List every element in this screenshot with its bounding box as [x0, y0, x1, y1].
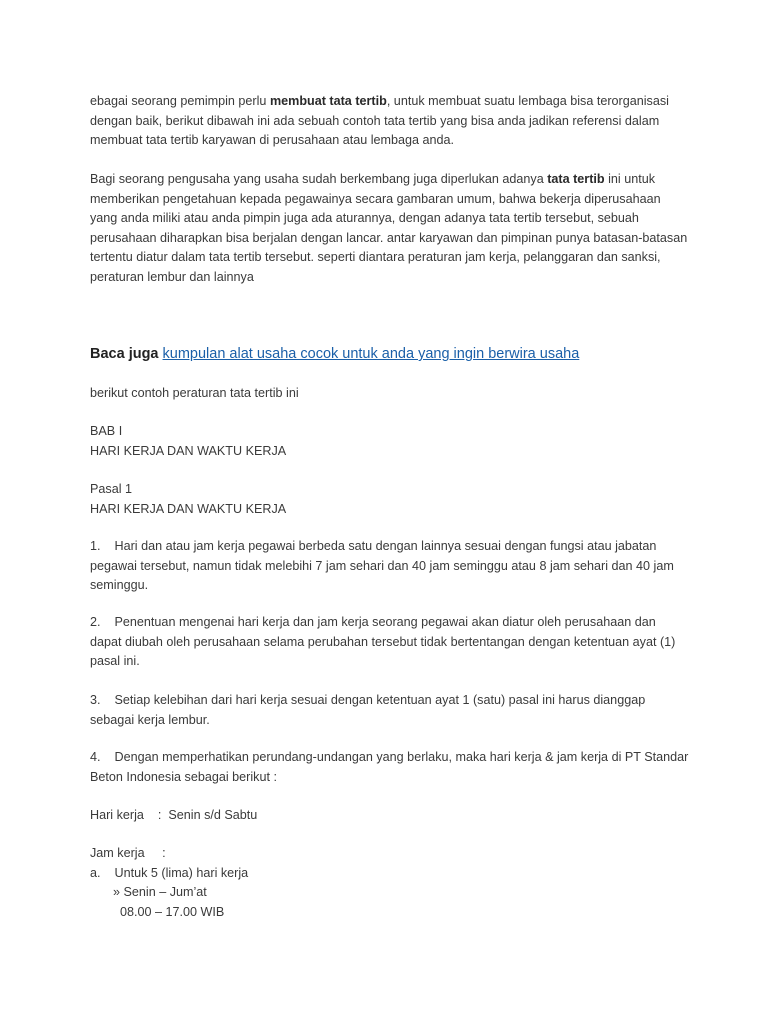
list-item [90, 748, 690, 787]
list-item [90, 691, 690, 730]
jam-kerja-label: Jam kerja : [90, 846, 166, 860]
intro-bold-text: tata tertib [547, 172, 605, 186]
intro-paragraph-1 [90, 92, 690, 151]
item-text: Penentuan mengenai hari kerja dan jam kerja seorang pegawai akan diatur oleh perusahaan dan dapat diubah oleh perusahaan selama perubahan tersebut tidak bertentangan dengan ketentuan ayat (1) pasal ini. [90, 615, 676, 668]
sub-item-a: a. Untuk 5 (lima) hari kerja [90, 865, 249, 880]
read-more [90, 344, 690, 364]
item-number: 1. [90, 539, 101, 553]
intro-text: Bagi seorang pengusaha yang usaha sudah berkembang juga diperlukan adanya [90, 172, 548, 186]
sub-item-a-hours: 08.00 – 17.00 WIB [120, 904, 225, 919]
bab-number: BAB I [90, 424, 123, 438]
pasal-number: Pasal 1 [90, 482, 133, 496]
item-text: Hari dan atau jam kerja pegawai berbeda satu dengan lainnya sesuai dengan fungsi atau jabatan pegawai tersebut, namun tidak melebihi 7 jam sehari dan 40 jam seminggu atau 8 jam sehari dan 40 jam seminggu. [90, 539, 674, 592]
hari-kerja-line: Hari kerja : Senin s/d Sabtu [90, 808, 258, 822]
intro-text: ini untuk memberikan pengetahuan kepada pegawainya secara gambaran umum, bahwa bekerja diperusahaan yang anda miliki atau anda pimpin juga ada aturannya, dengan adanya tata tertib tersebut, sebuah perusahaan diharapkan bisa berjalan dengan lancar. antar karyawan dan pimpinan punya batasan-batasan tertentu diatur dalam tata tertib tersebut. seperti diantara peraturan jam kerja, pelanggaran dan sanksi, peraturan lembur dan lainnya [90, 172, 688, 284]
sub-item-a-days: » Senin – Jum’at [113, 885, 207, 899]
read-more-label: Baca juga [90, 346, 159, 362]
pasal-heading [90, 480, 690, 519]
item-text: Dengan memperhatikan perundang-undangan yang berlaku, maka hari kerja & jam kerja di PT Standar Beton Indonesia sebagai berikut : [90, 750, 689, 784]
bab-title: HARI KERJA DAN WAKTU KERJA [90, 443, 287, 458]
bab-heading [90, 422, 690, 461]
list-item [90, 613, 690, 672]
item-text: Setiap kelebihan dari hari kerja sesuai dengan ketentuan ayat 1 (satu) pasal ini harus dianggap sebagai kerja lembur. [90, 693, 646, 727]
item-number: 4. [90, 750, 101, 764]
item-number: 2. [90, 615, 101, 629]
intro-text: , untuk membuat suatu lembaga bisa terorganisasi dengan baik, berikut dibawah ini ada sebuah contoh tata tertib yang bisa anda jadikan referensi dalam membuat tata tertib karyawan di perusahaan atau lembaga anda. [90, 94, 669, 147]
intro-bold-text: membuat tata tertib [269, 94, 387, 108]
jam-kerja-block [90, 844, 690, 922]
intro-text: ebagai seorang pemimpin perlu [90, 94, 270, 108]
list-item [90, 537, 690, 596]
pasal-title: HARI KERJA DAN WAKTU KERJA [90, 501, 287, 516]
item-number: 3. [90, 693, 101, 707]
read-more-link[interactable]: kumpulan alat usaha cocok untuk anda yang ingin berwira usaha [162, 346, 580, 362]
intro-paragraph-2 [90, 170, 690, 287]
body-lead: berikut contoh peraturan tata tertib ini [90, 386, 299, 400]
